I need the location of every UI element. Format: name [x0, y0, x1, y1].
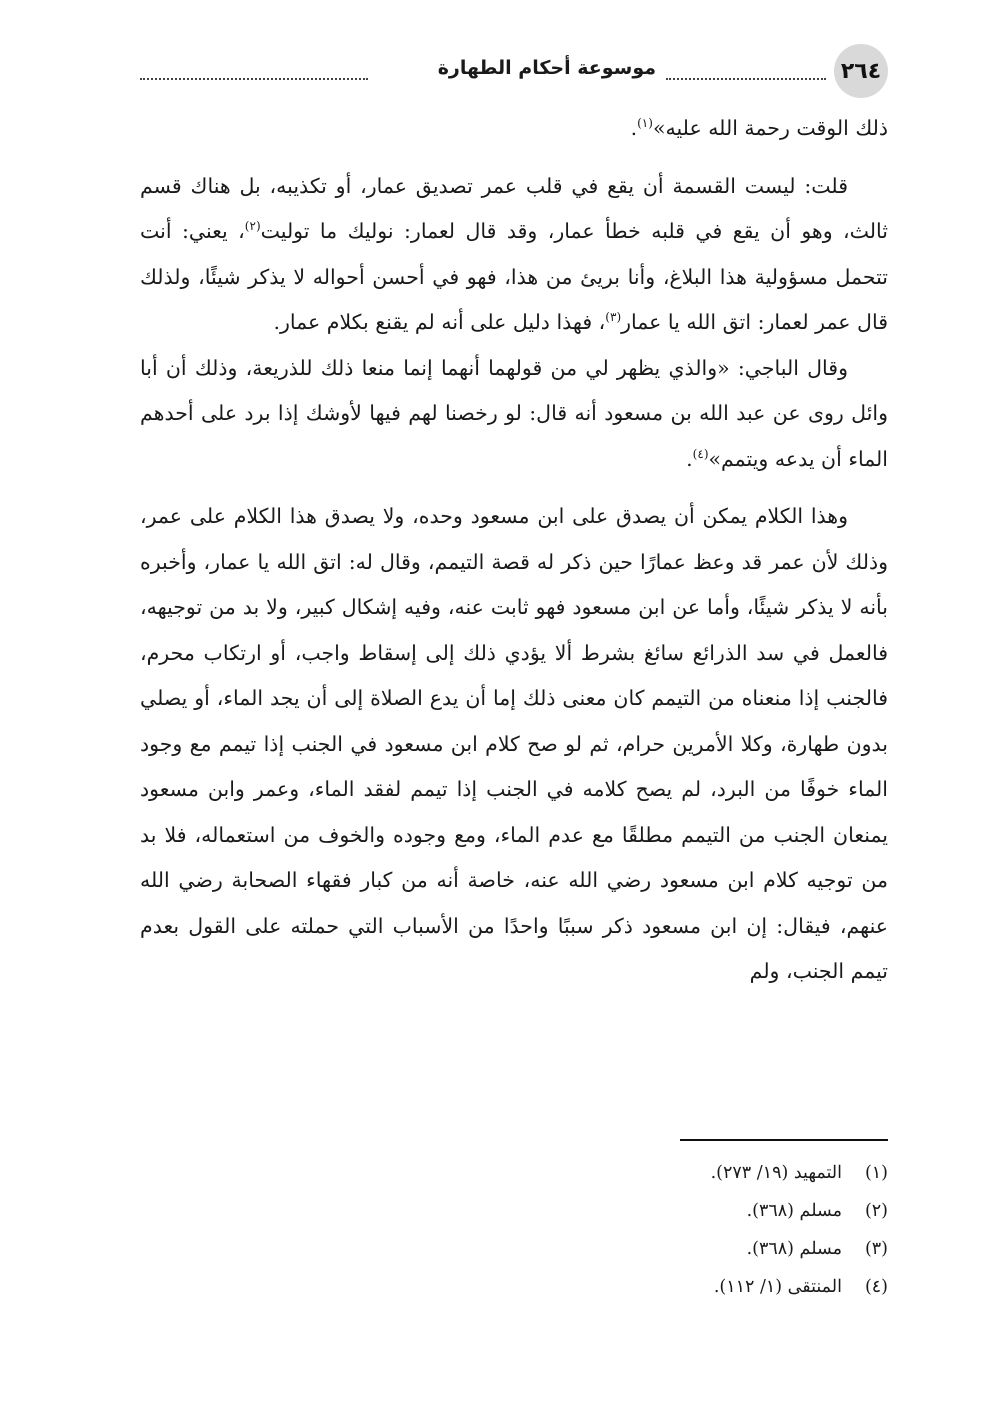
paragraph-2-text-a: قلت: ليست القسمة أن يقع في قلب عمر تصديق عمار، أو تكذيبه، بل هناك قسم ثالث، وهو أن يقع في قلبه خطأ عمار، وقد قال لعمار: نوليك ما توليت: [140, 173, 888, 243]
footnote-number: (٢): [864, 1201, 888, 1221]
footnote-ref-3: (٣): [605, 310, 622, 325]
paragraph-1: [140, 106, 888, 152]
paragraph-3-end: .: [686, 446, 693, 471]
footnote-2: [140, 1192, 888, 1230]
footnote-number: (٣): [864, 1239, 888, 1259]
footnote-ref-2: (٢): [244, 219, 261, 234]
page-number: ٢٦٤: [834, 44, 888, 98]
footnote-text: مسلم (٣٦٨).: [746, 1239, 842, 1259]
footnote-number: (٤): [864, 1277, 888, 1297]
footnotes: [140, 1154, 888, 1306]
book-title: موسوعة أحكام الطهارة: [437, 57, 656, 79]
paragraph-1-end: .: [630, 116, 638, 140]
footnote-text: التمهيد (١٩/ ٢٧٣).: [710, 1163, 842, 1183]
footnote-ref-1: (١): [637, 116, 653, 131]
footnote-1: [140, 1154, 888, 1192]
footnote-separator: [680, 1139, 888, 1141]
paragraph-4: وهذا الكلام يمكن أن يصدق على ابن مسعود وحده، ولا يصدق هذا الكلام على عمر، وذلك لأن عمر قد وعظ عمارًا حين ذكر له قصة التيمم، وقال له: اتق الله يا عمار، وأخبره بأنه لا يذكر شيئًا، وأما عن ابن مسعود فهو ثابت عنه، وفيه إشكال كبير، ولا بد من توجيهه، فالعمل في سد الذرائع سائغ بشرط ألا يؤدي ذلك إلى إسقاط واجب، أو ارتكاب محرم، فالجنب إذا منعناه من التيمم كان معنى ذلك إما أن يدع الصلاة إلى أن يجد الماء، أو يصلي بدون طهارة، وكلا الأمرين حرام، ثم لو صح كلام ابن مسعود في الجنب إذا تيمم مع وجود الماء خوفًا من البرد، لم يصح كلامه في الجنب إذا تيمم لفقد الماء، وعمر وابن مسعود يمنعان الجنب من التيمم مطلقًا مع عدم الماء، ومع وجوده والخوف من استعماله، فلا بد من توجيه كلام ابن مسعود رضي الله عنه، خاصة أنه من كبار فقهاء الصحابة رضي الله عنهم، فيقال: إن ابن مسعود ذكر سببًا واحدًا من الأسباب التي حملته على القول بعدم تيمم الجنب، ولم: [140, 504, 888, 983]
header-dotted-rule-left: [140, 78, 368, 80]
paragraph-3: [140, 346, 888, 483]
footnote-text: المنتقى (١/ ١١٢).: [713, 1277, 842, 1297]
page-header: [140, 44, 888, 104]
paragraph-1-text: ذلك الوقت رحمة الله عليه»: [652, 116, 888, 140]
footnote-4: [140, 1268, 888, 1306]
paragraph-2-text-b: ، يعني: أنت تتحمل مسؤولية هذا البلاغ، وأنا بريئ من هذا، فهو في أحسن أحواله لا يذكر شيئًا، ولذلك قال عمر لعمار: اتق الله يا عمار: [140, 219, 888, 334]
footnote-text: مسلم (٣٦٨).: [746, 1201, 842, 1221]
footnote-3: [140, 1230, 888, 1268]
main-text: [140, 106, 888, 995]
footnote-ref-4: (٤): [692, 446, 709, 461]
footnote-number: (١): [864, 1163, 888, 1183]
paragraph-2-text-c: ، فهذا دليل على أنه لم يقنع بكلام عمار.: [273, 310, 606, 334]
header-dotted-rule-right: [666, 78, 826, 80]
paragraph-3-text: وقال الباجي: «والذي يظهر لي من قولهما أنهما إنما منعا ذلك للذريعة، وذلك أن أبا وائل روى عن عبد الله بن مسعود أنه قال: لو رخصنا لهم فيها لأوشك إذا برد على أحدهم الماء أن يدعه ويتمم»: [140, 355, 888, 471]
paragraph-2: [140, 164, 888, 346]
